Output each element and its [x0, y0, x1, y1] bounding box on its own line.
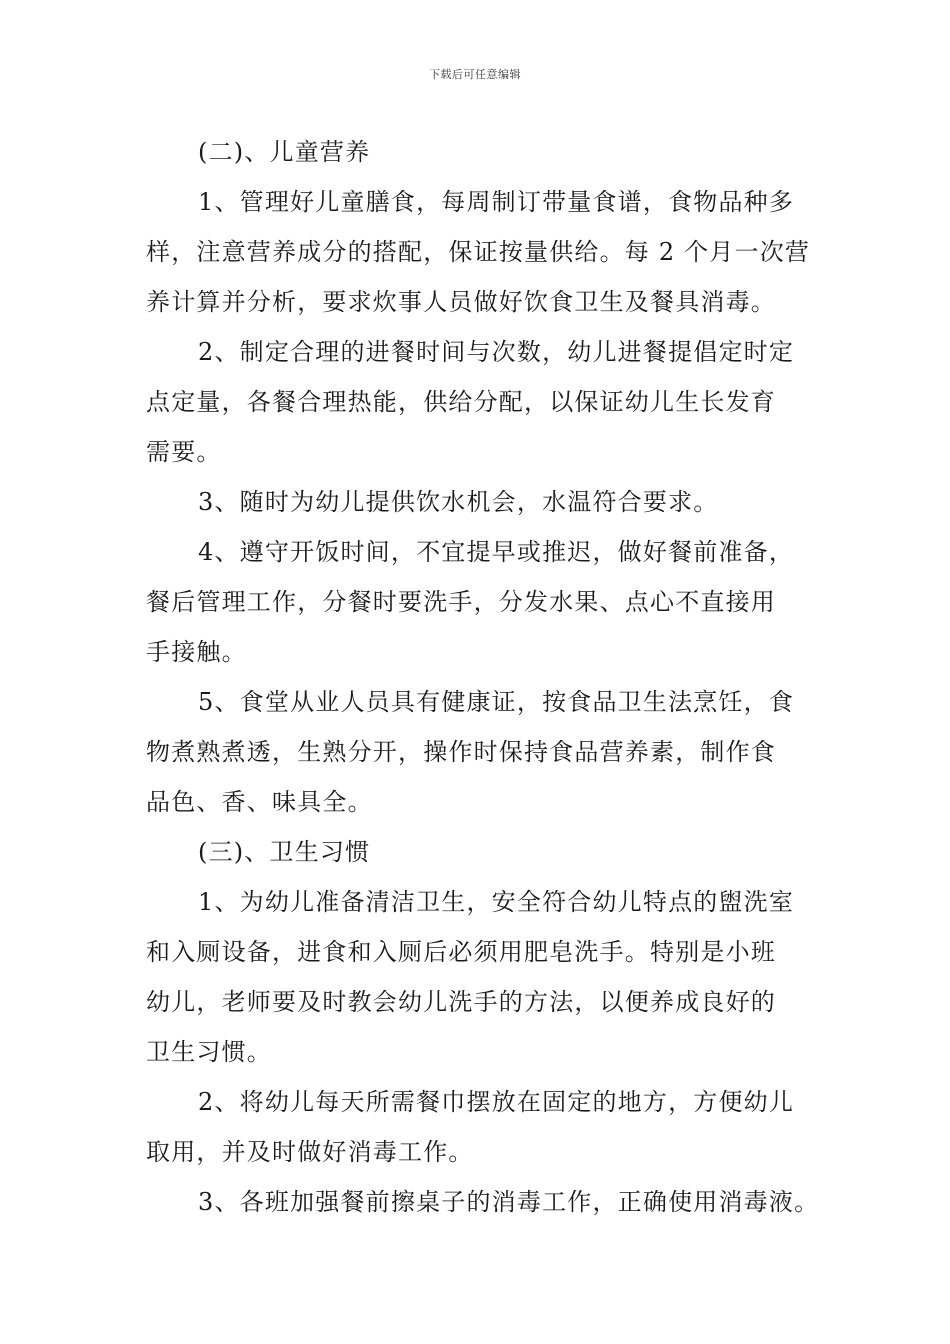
paragraph-line: 物煮熟煮透，生熟分开，操作时保持食品营养素，制作食 [146, 738, 776, 766]
paragraph [146, 1177, 820, 1227]
paragraph [146, 477, 806, 527]
paragraph [146, 877, 806, 1077]
paragraph [146, 1077, 806, 1177]
paragraph-line: 养计算并分析，要求炊事人员做好饮食卫生及餐具消毒。 [146, 288, 776, 316]
document-body [146, 127, 820, 1227]
paragraph-line: 2、将幼儿每天所需餐巾摆放在固定的地方，方便幼儿 [198, 1088, 795, 1116]
paragraph [146, 327, 806, 477]
paragraph-line: 3、随时为幼儿提供饮水机会，水温符合要求。 [198, 488, 719, 516]
paragraph-line: 1、为幼儿准备清洁卫生，安全符合幼儿特点的盥洗室 [198, 888, 795, 916]
paragraph-line: 幼儿，老师要及时教会幼儿洗手的方法，以便养成良好的 [146, 988, 776, 1016]
paragraph-line: 手接触。 [146, 638, 247, 666]
paragraph-line: 餐后管理工作，分餐时要洗手，分发水果、点心不直接用 [146, 588, 776, 616]
paragraph-line: 2、制定合理的进餐时间与次数，幼儿进餐提倡定时定 [198, 338, 795, 366]
paragraph-line: 取用，并及时做好消毒工作。 [146, 1138, 474, 1166]
paragraph-line: 卫生习惯。 [146, 1038, 272, 1066]
paragraph-line: 样，注意营养成分的搭配，保证按量供给。每 2 个月一次营 [146, 238, 811, 266]
paragraph-line: 点定量，各餐合理热能，供给分配，以保证幼儿生长发育 [146, 388, 776, 416]
paragraph-line: 4、遵守开饭时间，不宜提早或推迟，做好餐前准备， [198, 538, 795, 566]
paragraph [146, 527, 806, 677]
paragraph [146, 677, 806, 827]
paragraph-line: 5、食堂从业人员具有健康证，按食品卫生法烹饪，食 [198, 688, 795, 716]
section-heading-nutrition: (二)、儿童营养 [198, 138, 371, 166]
paragraph-line: 品色、香、味具全。 [146, 788, 373, 816]
paragraph-line: 和入厕设备，进食和入厕后必须用肥皂洗手。特别是小班 [146, 938, 776, 966]
page-header-note: 下载后可任意编辑 [429, 68, 521, 81]
paragraph [146, 177, 811, 327]
paragraph-line: 3、各班加强餐前擦桌子的消毒工作，正确使用消毒液。 [198, 1188, 820, 1216]
paragraph-line: 需要。 [146, 438, 222, 466]
section-heading-hygiene: (三)、卫生习惯 [198, 838, 371, 866]
paragraph-line: 1、管理好儿童膳食，每周制订带量食谱，食物品种多 [198, 188, 795, 216]
